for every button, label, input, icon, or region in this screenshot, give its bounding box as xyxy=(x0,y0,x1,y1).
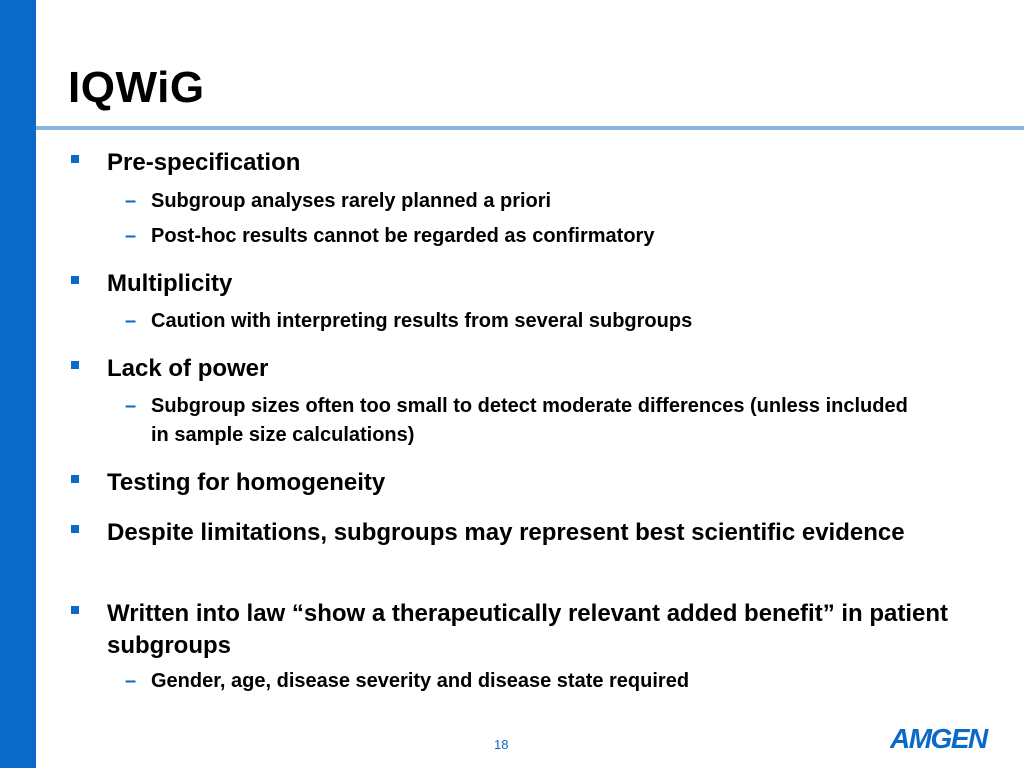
page-number: 18 xyxy=(494,737,509,752)
dash-icon: – xyxy=(125,670,137,692)
bullet-pre-specification: Pre-specification xyxy=(107,149,301,176)
sub-bullet: Post-hoc results cannot be regarded as confirmatory xyxy=(151,225,655,247)
bullet-square-icon xyxy=(71,525,79,533)
bullet-despite-limitations: Despite limitations, subgroups may represent best scientific evidence xyxy=(107,519,905,546)
sub-bullet: Caution with interpreting results from several subgroups xyxy=(151,310,693,332)
dash-icon: – xyxy=(125,395,137,417)
amgen-logo xyxy=(890,722,1000,752)
bullet-multiplicity: Multiplicity xyxy=(107,270,233,297)
sub-bullet: Subgroup sizes often too small to detect moderate differences (unless included in sample size calculations) xyxy=(151,395,908,446)
sub-bullet: Gender, age, disease severity and disease state required xyxy=(151,670,690,692)
bullet-written-into-law: Written into law “show a therapeutically relevant added benefit” in patient subgroups xyxy=(107,600,949,659)
bullet-square-icon xyxy=(71,276,79,284)
dash-icon: – xyxy=(125,310,137,332)
dash-icon: – xyxy=(125,225,137,247)
dash-icon: – xyxy=(125,190,137,212)
sub-bullet: Subgroup analyses rarely planned a priori xyxy=(151,190,552,212)
bullet-square-icon xyxy=(71,606,79,614)
bullet-square-icon xyxy=(71,155,79,163)
slide-title: IQWiG xyxy=(68,63,205,112)
bullet-square-icon xyxy=(71,475,79,483)
bullet-testing-homogeneity: Testing for homogeneity xyxy=(107,469,386,496)
bullet-square-icon xyxy=(71,361,79,369)
bullet-lack-of-power: Lack of power xyxy=(107,355,269,382)
amgen-logo-text: AMGEN xyxy=(890,723,987,752)
